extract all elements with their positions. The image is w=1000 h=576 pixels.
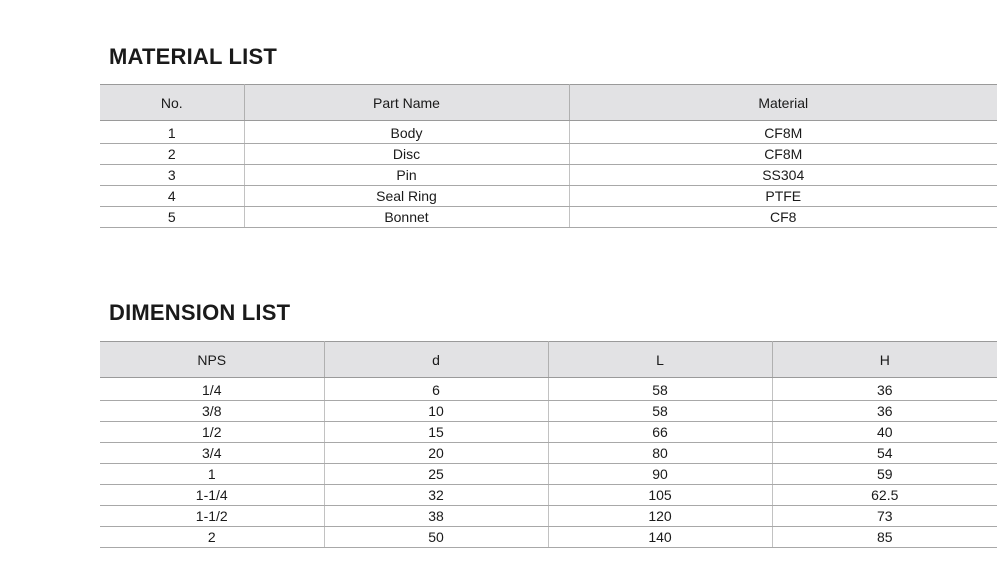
table-row xyxy=(100,443,997,464)
cell-material: CF8 xyxy=(569,207,997,228)
cell-l: 80 xyxy=(548,443,772,464)
cell-nps: 1/2 xyxy=(100,422,324,443)
cell-h: 85 xyxy=(772,527,997,548)
cell-part-name: Bonnet xyxy=(244,207,569,228)
material-header-row xyxy=(100,85,997,121)
cell-nps: 1-1/4 xyxy=(100,485,324,506)
table-row xyxy=(100,121,997,144)
material-list-title: MATERIAL LIST xyxy=(109,44,277,69)
cell-nps: 1-1/2 xyxy=(100,506,324,527)
header-material: Material xyxy=(569,85,997,121)
cell-h: 73 xyxy=(772,506,997,527)
table-row xyxy=(100,165,997,186)
table-row xyxy=(100,378,997,401)
cell-l: 58 xyxy=(548,401,772,422)
header-l: L xyxy=(548,342,772,378)
material-table xyxy=(100,84,997,228)
header-no: No. xyxy=(100,85,244,121)
cell-l: 90 xyxy=(548,464,772,485)
cell-d: 15 xyxy=(324,422,548,443)
cell-part-name: Pin xyxy=(244,165,569,186)
cell-d: 50 xyxy=(324,527,548,548)
cell-material: SS304 xyxy=(569,165,997,186)
cell-no: 1 xyxy=(100,121,244,144)
cell-nps: 1/4 xyxy=(100,378,324,401)
cell-d: 6 xyxy=(324,378,548,401)
cell-nps: 2 xyxy=(100,527,324,548)
cell-material: PTFE xyxy=(569,186,997,207)
cell-nps: 3/8 xyxy=(100,401,324,422)
cell-no: 2 xyxy=(100,144,244,165)
cell-h: 36 xyxy=(772,401,997,422)
cell-l: 66 xyxy=(548,422,772,443)
cell-part-name: Seal Ring xyxy=(244,186,569,207)
cell-l: 58 xyxy=(548,378,772,401)
table-row xyxy=(100,464,997,485)
header-nps: NPS xyxy=(100,342,324,378)
table-row xyxy=(100,144,997,165)
cell-part-name: Body xyxy=(244,121,569,144)
cell-d: 32 xyxy=(324,485,548,506)
cell-part-name: Disc xyxy=(244,144,569,165)
cell-no: 3 xyxy=(100,165,244,186)
table-row xyxy=(100,485,997,506)
table-row xyxy=(100,422,997,443)
cell-material: CF8M xyxy=(569,121,997,144)
cell-no: 4 xyxy=(100,186,244,207)
dimension-table xyxy=(100,341,997,548)
dimension-header-row xyxy=(100,342,997,378)
cell-nps: 1 xyxy=(100,464,324,485)
header-d: d xyxy=(324,342,548,378)
cell-h: 54 xyxy=(772,443,997,464)
cell-nps: 3/4 xyxy=(100,443,324,464)
cell-d: 10 xyxy=(324,401,548,422)
header-h: H xyxy=(772,342,997,378)
table-row xyxy=(100,527,997,548)
cell-material: CF8M xyxy=(569,144,997,165)
table-row xyxy=(100,506,997,527)
cell-l: 120 xyxy=(548,506,772,527)
cell-l: 140 xyxy=(548,527,772,548)
table-row xyxy=(100,207,997,228)
header-part-name: Part Name xyxy=(244,85,569,121)
cell-d: 25 xyxy=(324,464,548,485)
cell-l: 105 xyxy=(548,485,772,506)
cell-d: 20 xyxy=(324,443,548,464)
table-row xyxy=(100,186,997,207)
cell-h: 62.5 xyxy=(772,485,997,506)
cell-no: 5 xyxy=(100,207,244,228)
cell-h: 40 xyxy=(772,422,997,443)
cell-h: 59 xyxy=(772,464,997,485)
dimension-list-title: DIMENSION LIST xyxy=(109,300,291,325)
table-row xyxy=(100,401,997,422)
cell-d: 38 xyxy=(324,506,548,527)
cell-h: 36 xyxy=(772,378,997,401)
